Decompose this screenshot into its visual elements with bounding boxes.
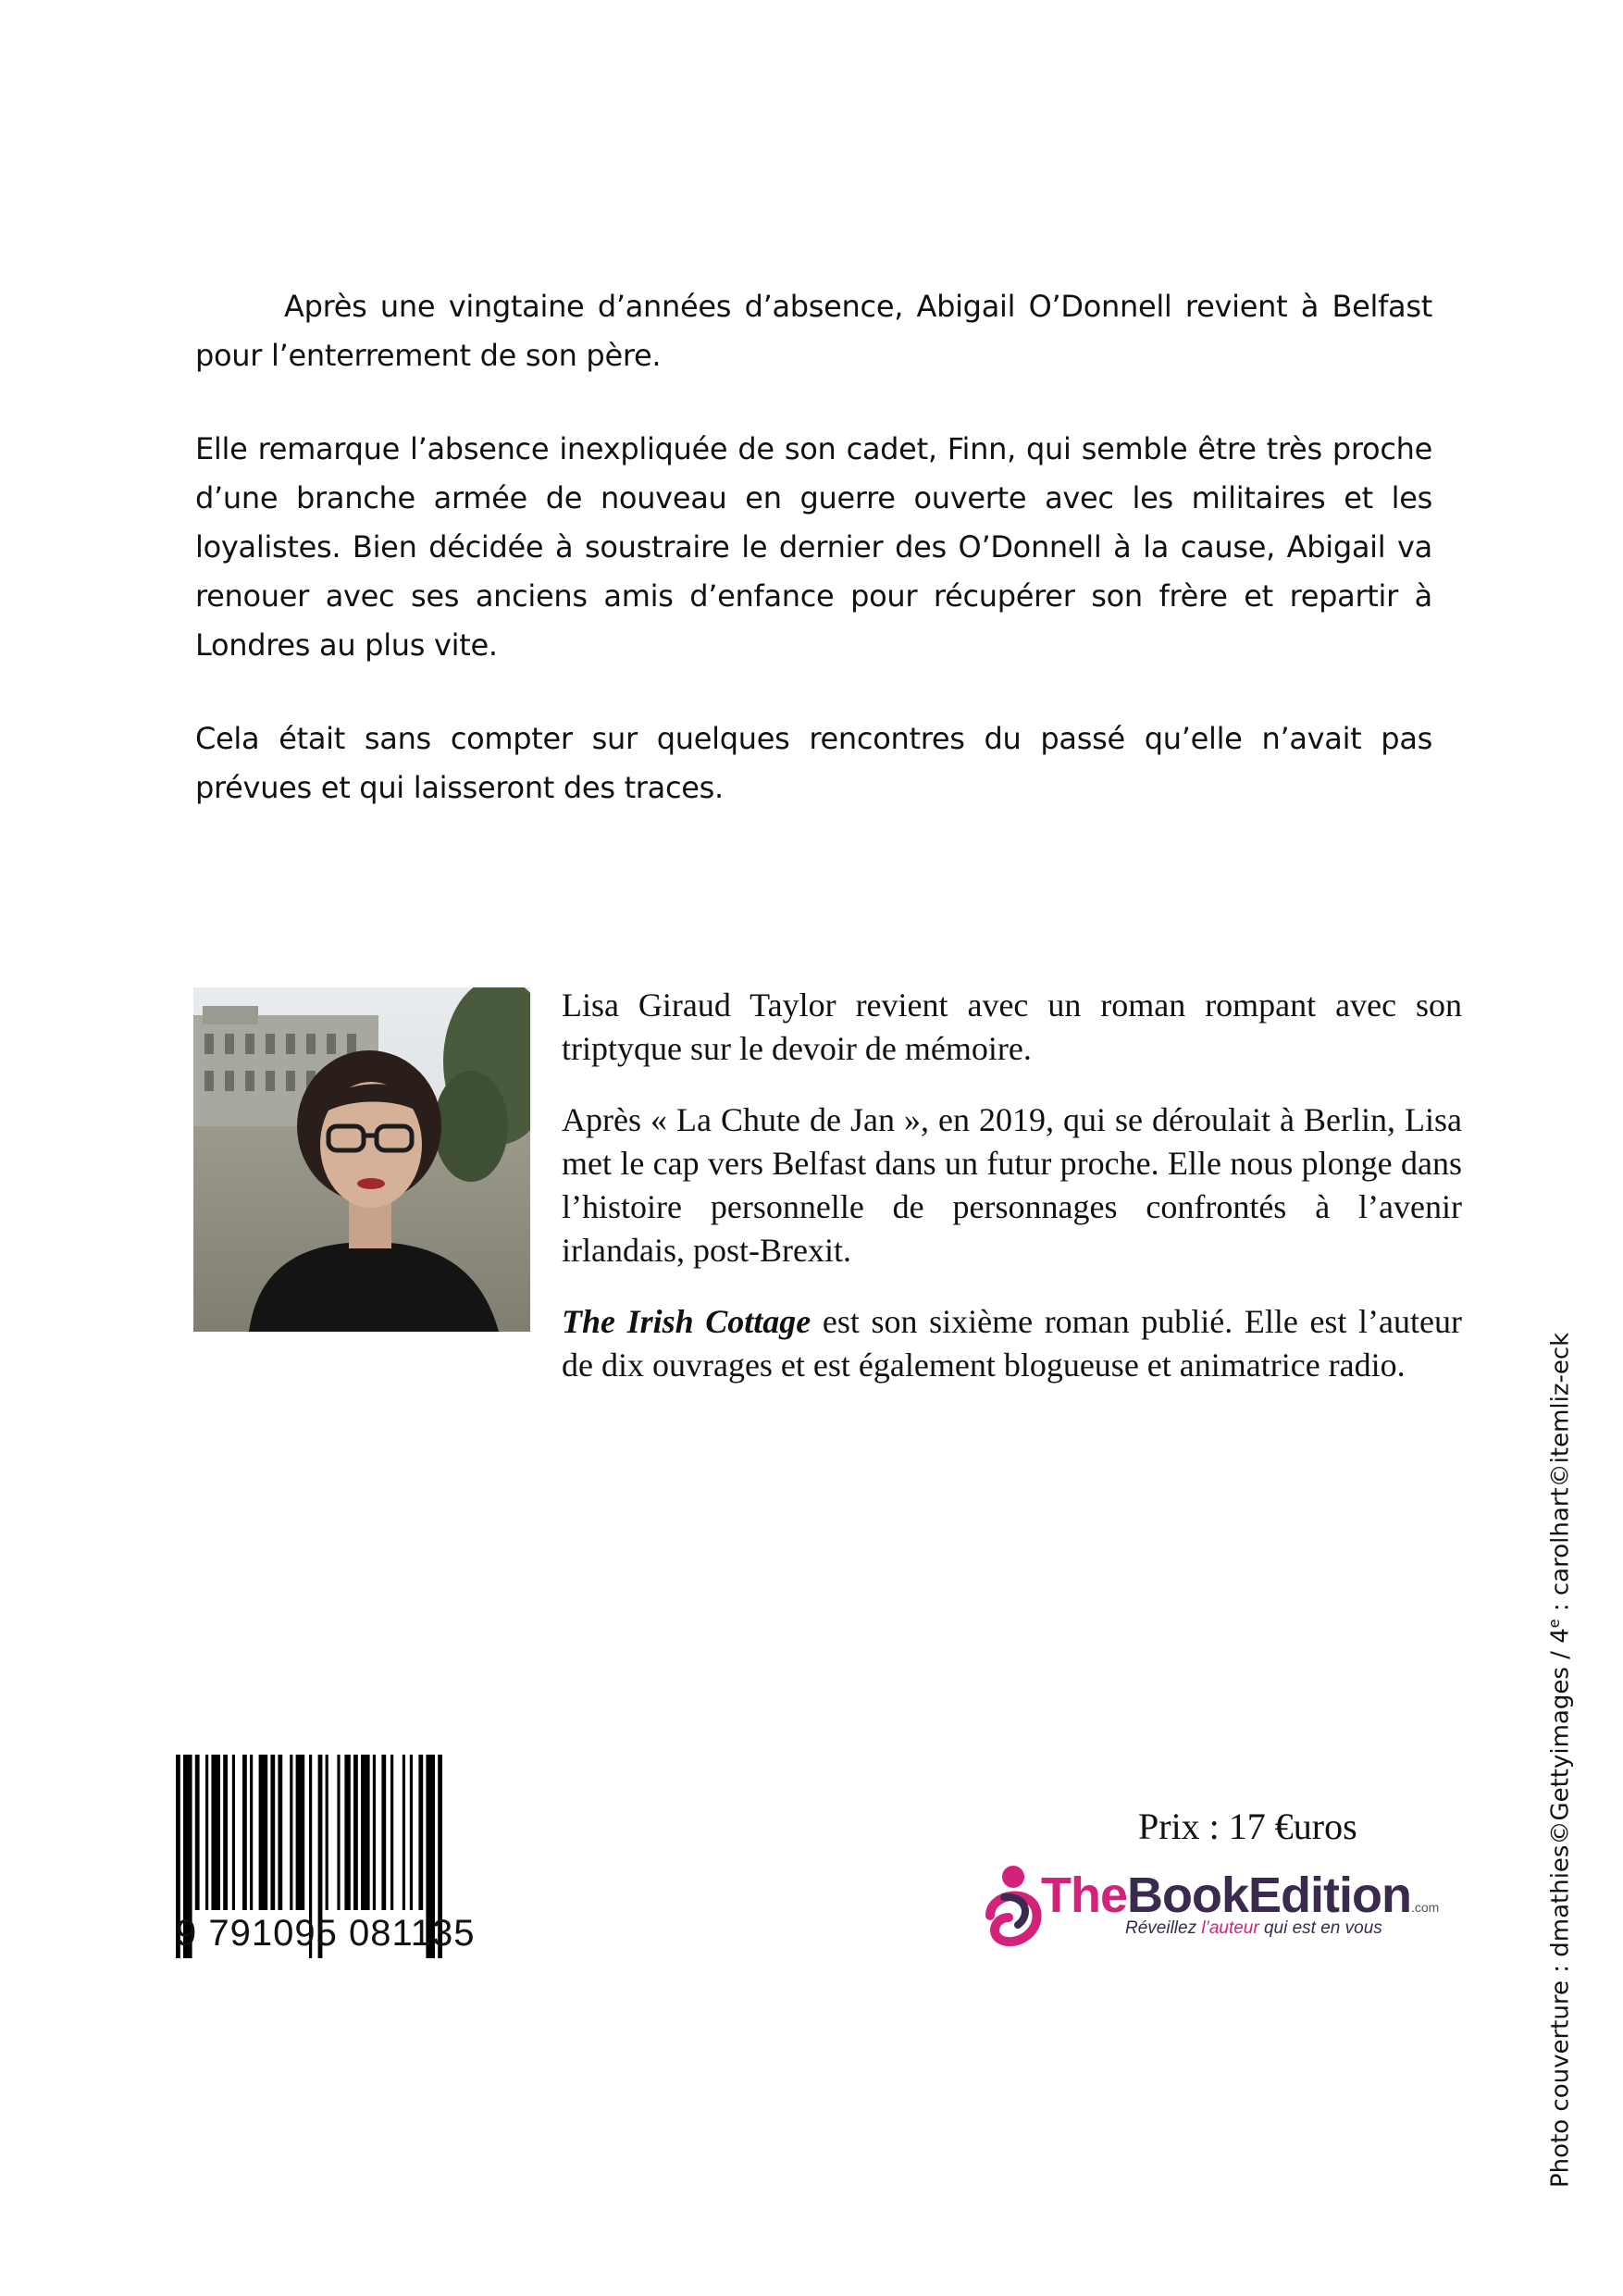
barcode-bar [410, 1755, 413, 1910]
barcode-bar [290, 1755, 292, 1910]
barcode-bar [250, 1755, 253, 1910]
barcode-bar [195, 1755, 200, 1910]
barcode-bar [381, 1755, 386, 1910]
barcode-bar [326, 1755, 328, 1910]
barcode-bar [337, 1755, 340, 1910]
barcode-bar [270, 1755, 275, 1910]
barcode-bar [373, 1755, 376, 1910]
publisher-logo-text: TheBookEdition.com [1041, 1868, 1440, 1923]
barcode-bar [296, 1755, 305, 1910]
photo-credit: Photo couverture : dmathies©Gettyimages / 4e : carolhart©itemliz-eck [1545, 1332, 1575, 2188]
barcode-bar [390, 1755, 393, 1910]
barcode-bar [242, 1755, 247, 1910]
barcode-bar [205, 1755, 208, 1910]
swirl-icon [990, 1866, 1037, 1942]
author-bio-paragraph-2: Après « La Chute de Jan », en 2019, qui se déroulait à Berlin, Lisa met le cap vers Belfast dans un futur proche. Elle nous plonge dans l’histoire personnelle de personnages confrontés à l’avenir irlandais, post-Brexit. [562, 1101, 1462, 1269]
author-bio-paragraph-3 [562, 1300, 1462, 1387]
price-label: Prix : 17 €uros [1138, 1806, 1357, 1847]
synopsis-paragraph-2: Elle remarque l’absence inexpliquée de son cadet, Finn, qui semble être très proche d’une branche armée de nouveau en guerre ouverte avec les militaires et les loyalistes. Bien décidée à soustraire le dernier des O’Donnell à la cause, Abigail va renouer avec ses anciens amis d’enfance pour récupérer son frère et repartir à Londres au plus vite. [195, 431, 1432, 663]
barcode-bar [403, 1755, 405, 1910]
author-bio-paragraph-3-rest: est son sixième roman publié. Elle est l’auteur de dix ouvrages et est également blogueuse et animatrice radio. [562, 1303, 1462, 1384]
barcode-bar [418, 1755, 423, 1910]
barcode-bar [344, 1755, 350, 1910]
barcode-bar [259, 1755, 268, 1910]
barcode-bar [278, 1755, 282, 1910]
isbn-digits: 9 791095 081135 [176, 1913, 476, 1954]
barcode-bar [211, 1755, 220, 1910]
back-cover-synopsis [195, 282, 1432, 857]
author-photo [193, 987, 530, 1332]
book-title: The Irish Cottage [562, 1303, 812, 1340]
barcode-bar [223, 1755, 228, 1910]
barcode-bar [232, 1755, 235, 1910]
barcode-bar [353, 1755, 358, 1910]
synopsis-paragraph-1: Après une vingtaine d’années d’absence, Abigail O’Donnell revient à Belfast pour l’enterrement de son père. [195, 289, 1432, 373]
publisher-tagline: Réveillez l’auteur qui est en vous [1125, 1918, 1382, 1938]
synopsis-paragraph-3: Cela était sans compter sur quelques rencontres du passé qu’elle n’avait pas prévues et qui laisseront des traces. [195, 721, 1432, 805]
barcode-bar [361, 1755, 370, 1910]
author-bio [562, 984, 1462, 1415]
author-bio-paragraph-1: Lisa Giraud Taylor revient avec un roman rompant avec son triptyque sur le devoir de mémoire. [562, 987, 1462, 1067]
